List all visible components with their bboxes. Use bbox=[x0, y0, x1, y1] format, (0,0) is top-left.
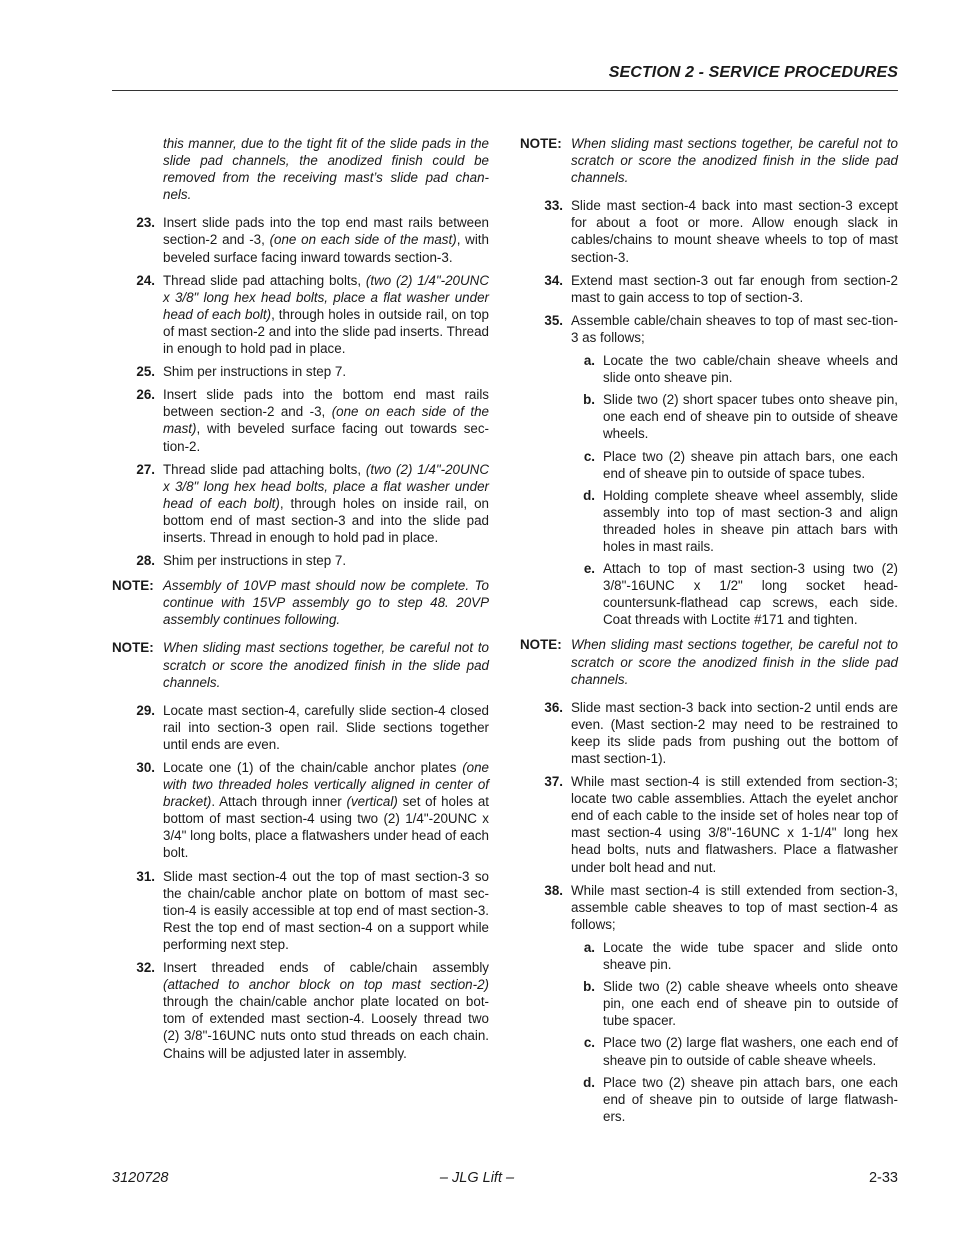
step-text: Thread slide pad attaching bolts, (two (2) 1/4"-20UNC x 3/8" long hex head bolts, place a flat washer under head of each bolt), through holes on inside rail, on bottom end of mast section-3 and into the slide pad inserts. Thread in enough to hold pad in place. bbox=[163, 461, 489, 545]
step-number: 23. bbox=[136, 215, 155, 231]
substep-text: Slide two (2) cable sheave wheels onto sheave pin, one each end of sheave pin to outside of tube spacer. bbox=[603, 979, 898, 1029]
step-25 bbox=[112, 363, 489, 380]
substep-text: Holding complete sheave wheel assembly, slide assembly into top of mast section-3 and align threaded holes in sheave pin attach bars with holes in mast rails. bbox=[603, 487, 898, 554]
footer-doc-number: 3120728 bbox=[112, 1170, 169, 1186]
step-24 bbox=[112, 272, 489, 357]
note-label: NOTE: bbox=[112, 578, 154, 594]
step-32 bbox=[112, 959, 489, 1062]
note-assembly-complete bbox=[112, 577, 489, 628]
substep-38b bbox=[571, 978, 898, 1029]
substep-text: Locate the two cable/chain sheave wheels and slide onto sheave pin. bbox=[603, 353, 898, 386]
step-text: Locate mast section-4, carefully slide section-4 closed rail into section-3 open rail. Slide sections together until ends are even. bbox=[163, 702, 489, 752]
section-header: SECTION 2 - SERVICE PROCEDURES bbox=[608, 64, 898, 81]
step-38 bbox=[520, 882, 898, 933]
step-29 bbox=[112, 702, 489, 753]
step-text: While mast section-4 is still extended from section-3, assemble cable sheaves to top of mast section-4 as follows; bbox=[571, 882, 898, 932]
step-number: 31. bbox=[136, 868, 155, 884]
substep-letter: c. bbox=[583, 448, 595, 464]
substep-text: Locate the wide tube spacer and slide onto sheave pin. bbox=[603, 939, 898, 973]
step-30 bbox=[112, 759, 489, 862]
note-label: NOTE: bbox=[520, 136, 562, 151]
step-text: Slide mast section-3 back into section-2 until ends are even. (Mast section-2 may need to be restrained to keep its slide pads from pushing out the bottom of mast section-1). bbox=[571, 699, 898, 766]
note-text: When sliding mast sections together, be careful not to scratch or score the anodized finish in the slide pad channels. bbox=[163, 640, 489, 690]
note-sliding-sections-2 bbox=[520, 636, 898, 687]
step-number: 34. bbox=[544, 272, 563, 288]
substep-35e bbox=[571, 560, 898, 628]
step-23 bbox=[112, 214, 489, 265]
note-label: NOTE: bbox=[520, 637, 562, 653]
step-number: 36. bbox=[544, 699, 563, 715]
substep-letter: b. bbox=[583, 979, 595, 995]
substep-35b bbox=[571, 391, 898, 442]
note-label: NOTE: bbox=[112, 640, 154, 656]
substep-letter: b. bbox=[583, 392, 595, 408]
right-column bbox=[520, 135, 898, 1130]
step-number: 32. bbox=[136, 960, 155, 976]
step-number: 29. bbox=[136, 702, 155, 718]
step-number: 38. bbox=[544, 882, 563, 898]
substep-text: Place two (2) sheave pin attach bars, one each end of sheave pin to outside of space tubes. bbox=[603, 448, 898, 481]
substep-38a bbox=[571, 939, 898, 973]
step-text: Shim per instructions in step 7. bbox=[163, 553, 347, 569]
step-text: Thread slide pad attaching bolts, (two (2) 1/4"-20UNC x 3/8" long hex head bolts, place a flat washer under head of each bolt), through holes in outside rail, on top of mast section-2 and into the slide pad inserts. Thread in enough to hold pad in place. bbox=[163, 272, 489, 357]
substep-text: Slide two (2) short spacer tubes onto sheave pin, one each end of sheave pin to outside of sheave wheels. bbox=[603, 392, 898, 442]
steps-29-32 bbox=[112, 702, 489, 1062]
note-sliding-sections bbox=[520, 135, 898, 186]
note-text: When sliding mast sections together, be careful not to scratch or score the anodized finish in the slide pad channels. bbox=[571, 136, 898, 186]
step-number: 30. bbox=[136, 760, 155, 775]
step-text: Insert slide pads into the bottom end mast rails between section-2 and -3, (one on each side of the mast), with beveled surface facing out towards sec-tion-2. bbox=[163, 387, 489, 454]
step-36 bbox=[520, 699, 898, 767]
step-35 bbox=[520, 312, 898, 346]
step-text: Assemble cable/chain sheaves to top of mast sec-tion-3 as follows; bbox=[571, 312, 898, 345]
step-number: 28. bbox=[136, 553, 155, 569]
step-text: Shim per instructions in step 7. bbox=[163, 364, 347, 380]
continued-note-text: this manner, due to the tight fit of the slide pads in the slide pad channels, the anodized finish could be removed from the receiving mast’s slide pad chan-nels. bbox=[163, 136, 489, 203]
substep-35a bbox=[571, 352, 898, 386]
substep-letter: e. bbox=[583, 561, 595, 577]
substep-38d bbox=[571, 1074, 898, 1125]
substep-letter: a. bbox=[583, 939, 595, 955]
step-text: Locate one (1) of the chain/cable anchor plates (one with two threaded holes vertically aligned in center of bracket). Attach through inner (vertical) set of holes at bottom of mast section-4 using two (2) 1/4"-20UNC x 3/4" long bolts, place a flatwashers under head of each bolt. bbox=[163, 760, 489, 861]
step-number: 35. bbox=[544, 312, 563, 328]
header-divider bbox=[112, 90, 898, 91]
left-column bbox=[112, 135, 489, 1068]
steps-23-28 bbox=[112, 214, 489, 569]
substep-text: Attach to top of mast section-3 using two (2) 3/8"-16UNC x 1/2" long socket head-countersunk-flathead cap screws, each side. Coat threads with Loctite #171 and tighten. bbox=[603, 561, 898, 628]
step-number: 27. bbox=[136, 461, 155, 477]
step-37 bbox=[520, 773, 898, 876]
step-26 bbox=[112, 386, 489, 454]
step-33 bbox=[520, 197, 898, 265]
substep-35c bbox=[571, 448, 898, 482]
step-number: 26. bbox=[136, 387, 155, 403]
substep-35d bbox=[571, 487, 898, 555]
step-27 bbox=[112, 461, 489, 546]
substep-text: Place two (2) large flat washers, one each end of sheave pin to outside of cable sheave wheels. bbox=[603, 1035, 898, 1068]
substep-letter: d. bbox=[583, 1074, 595, 1090]
substep-letter: d. bbox=[583, 487, 595, 503]
note-text: When sliding mast sections together, be careful not to scratch or score the anodized finish in the slide pad channels. bbox=[571, 637, 898, 687]
note-text: Assembly of 10VP mast should now be complete. To continue with 15VP assembly go to step 48. 20VP assembly continues following. bbox=[163, 578, 489, 628]
step-number: 24. bbox=[136, 272, 155, 288]
step-34 bbox=[520, 272, 898, 306]
step-text: Insert threaded ends of cable/chain assembly (attached to anchor block on top mast section-2) through the chain/cable anchor plate located on bot-tom of extended mast section-4. Loosely thread two (2) 3/8"-16UNC nuts onto stud threads on each chain. Chains will be adjusted later in assembly. bbox=[163, 960, 489, 1061]
note-sliding-sections bbox=[112, 639, 489, 690]
substep-letter: c. bbox=[583, 1035, 595, 1051]
substep-text: Place two (2) sheave pin attach bars, one each end of sheave pin to outside of large flatwash-ers. bbox=[603, 1074, 898, 1124]
step-number: 33. bbox=[544, 198, 563, 214]
footer-page-number: 2-33 bbox=[868, 1170, 898, 1186]
step-text: Insert slide pads into the top end mast rails between section-2 and -3, (one on each side of the mast), with beveled surface facing inward towards section-3. bbox=[163, 215, 489, 265]
step-number: 25. bbox=[136, 364, 155, 380]
step-text: Extend mast section-3 out far enough from section-2 mast to gain access to top of section-3. bbox=[571, 272, 898, 305]
step-text: While mast section-4 is still extended from section-3; locate two cable assemblies. Attach the eyelet anchor end of each cable to the inside set of holes near top of mast section-4 using 3/8"-16UNC x 1-1/4" long hex head bolts, nuts and flatwashers. Place a flatwasher under bolt head and nut. bbox=[571, 774, 898, 875]
step-31 bbox=[112, 868, 489, 953]
step-28 bbox=[112, 552, 489, 569]
substep-38c bbox=[571, 1034, 898, 1068]
substep-letter: a. bbox=[583, 353, 595, 369]
step-text: Slide mast section-4 back into mast section-3 except for about a foot or more. Allow enough slack in cables/chains to mount sheave wheels to top of mast section-3. bbox=[571, 198, 898, 265]
footer-publisher: – JLG Lift – bbox=[439, 1170, 515, 1186]
step-text: Slide mast section-4 out the top of mast section-3 so the chain/cable anchor plate on bottom of mast sec-tion-4 is easily accessible at top end of mast section-3. Rest the top end of mast section-4 on a support while performing next step. bbox=[163, 868, 489, 952]
step-number: 37. bbox=[544, 774, 563, 790]
